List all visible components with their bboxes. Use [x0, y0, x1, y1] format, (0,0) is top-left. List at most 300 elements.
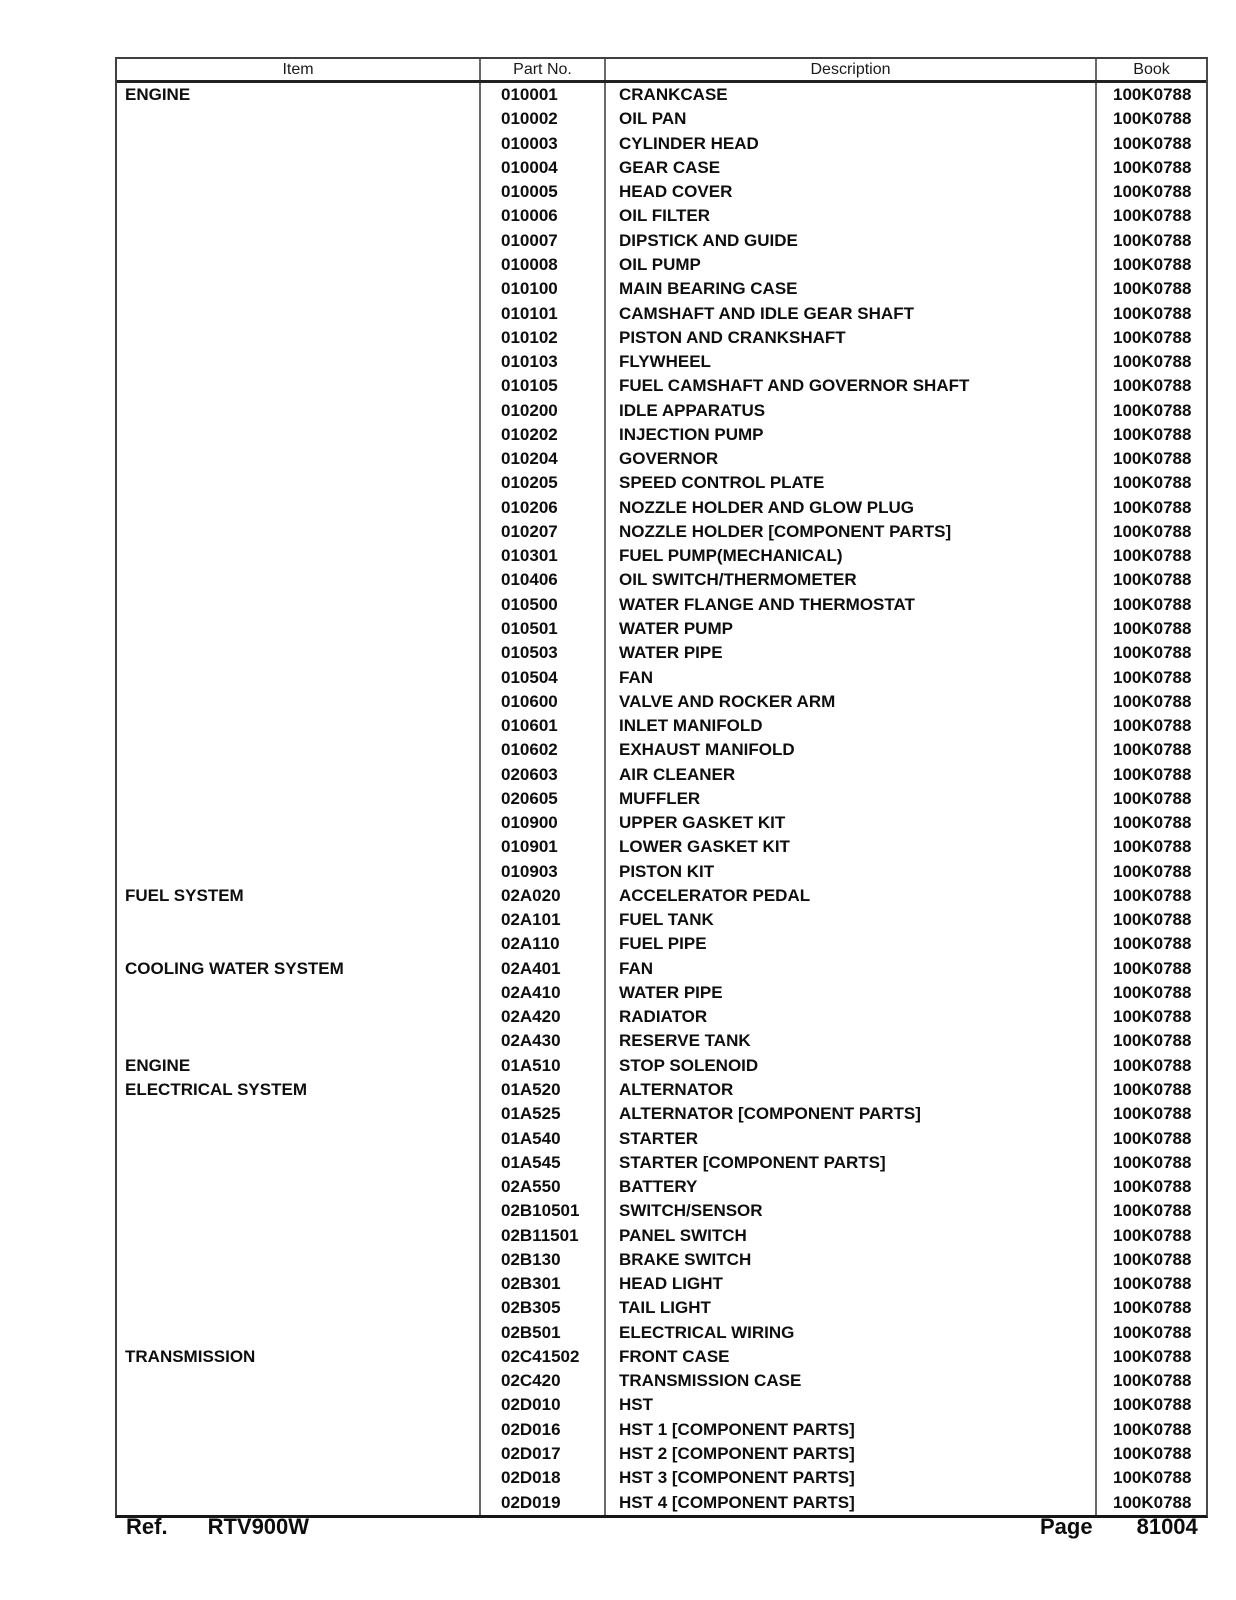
column-header-part-no: Part No. — [481, 59, 606, 80]
item-cell — [117, 326, 481, 350]
part-no-cell: 010005 — [481, 180, 606, 204]
book-cell: 100K0788 — [1113, 643, 1192, 663]
book-cell: 100K0788 — [1113, 788, 1192, 808]
item-cell — [117, 447, 481, 471]
description-cell: OIL SWITCH/THERMOMETER — [606, 568, 1097, 592]
description-cell: FUEL PUMP(MECHANICAL) — [606, 544, 1097, 568]
ref-label: Ref. — [126, 1514, 168, 1539]
part-no-cell: 02A020 — [481, 884, 606, 908]
ref-value: RTV900W — [207, 1514, 310, 1539]
part-no-cell: 02B501 — [481, 1321, 606, 1345]
book-cell: 100K0788 — [1113, 157, 1192, 177]
table-row — [117, 253, 1206, 277]
table-row — [117, 423, 1206, 447]
part-no-cell: 020603 — [481, 762, 606, 786]
table-row — [117, 1175, 1206, 1199]
description-cell: OIL FILTER — [606, 204, 1097, 228]
part-no-cell: 010602 — [481, 738, 606, 762]
part-no-cell: 010600 — [481, 690, 606, 714]
table-row — [117, 132, 1206, 156]
item-cell — [117, 690, 481, 714]
book-cell: 100K0788 — [1113, 1031, 1192, 1051]
table-row — [117, 641, 1206, 665]
description-cell: FUEL PIPE — [606, 932, 1097, 956]
table-row — [117, 204, 1206, 228]
part-no-cell: 01A545 — [481, 1151, 606, 1175]
item-cell — [117, 1126, 481, 1150]
book-cell: 100K0788 — [1113, 546, 1192, 566]
table-row — [117, 1466, 1206, 1490]
description-cell: HST — [606, 1393, 1097, 1417]
item-cell — [117, 908, 481, 932]
table-row — [117, 1102, 1206, 1126]
book-cell: 100K0788 — [1113, 1468, 1192, 1488]
table-row — [117, 350, 1206, 374]
book-cell: 100K0788 — [1113, 667, 1192, 687]
description-cell: GEAR CASE — [606, 156, 1097, 180]
part-no-cell: 020605 — [481, 787, 606, 811]
book-cell: 100K0788 — [1113, 376, 1192, 396]
item-cell — [117, 1151, 481, 1175]
book-cell: 100K0788 — [1113, 982, 1192, 1002]
book-cell: 100K0788 — [1113, 279, 1192, 299]
item-cell — [117, 1005, 481, 1029]
table-row — [117, 1054, 1206, 1078]
part-no-cell: 010301 — [481, 544, 606, 568]
description-cell: PISTON KIT — [606, 860, 1097, 884]
part-no-cell: 02A420 — [481, 1005, 606, 1029]
item-cell — [117, 496, 481, 520]
book-cell: 100K0788 — [1113, 109, 1192, 129]
table-row — [117, 835, 1206, 859]
description-cell: BATTERY — [606, 1175, 1097, 1199]
item-cell — [117, 374, 481, 398]
item-cell — [117, 423, 481, 447]
description-cell: NOZZLE HOLDER AND GLOW PLUG — [606, 496, 1097, 520]
description-cell: SPEED CONTROL PLATE — [606, 471, 1097, 495]
book-cell: 100K0788 — [1113, 521, 1192, 541]
table-row — [117, 471, 1206, 495]
item-cell — [117, 253, 481, 277]
item-cell — [117, 617, 481, 641]
table-row — [117, 1223, 1206, 1247]
item-cell — [117, 593, 481, 617]
book-cell: 100K0788 — [1113, 1492, 1192, 1512]
item-cell: FUEL SYSTEM — [117, 884, 481, 908]
part-no-cell: 010008 — [481, 253, 606, 277]
description-cell: INJECTION PUMP — [606, 423, 1097, 447]
item-cell — [117, 1393, 481, 1417]
footer-page — [1040, 1514, 1198, 1540]
book-cell: 100K0788 — [1113, 1177, 1192, 1197]
book-cell: 100K0788 — [1113, 740, 1192, 760]
description-cell: ALTERNATOR — [606, 1078, 1097, 1102]
table-row — [117, 374, 1206, 398]
item-cell: ELECTRICAL SYSTEM — [117, 1078, 481, 1102]
part-no-cell: 01A520 — [481, 1078, 606, 1102]
book-cell: 100K0788 — [1113, 813, 1192, 833]
table-row — [117, 447, 1206, 471]
table-row — [117, 326, 1206, 350]
part-no-cell: 02A101 — [481, 908, 606, 932]
table-row — [117, 496, 1206, 520]
book-cell: 100K0788 — [1113, 230, 1192, 250]
book-cell: 100K0788 — [1113, 327, 1192, 347]
item-cell — [117, 1321, 481, 1345]
table-row — [117, 229, 1206, 253]
description-cell: HST 4 [COMPONENT PARTS] — [606, 1490, 1097, 1514]
item-cell — [117, 544, 481, 568]
description-cell: HEAD COVER — [606, 180, 1097, 204]
item-cell — [117, 350, 481, 374]
part-no-cell: 010501 — [481, 617, 606, 641]
book-cell: 100K0788 — [1113, 1444, 1192, 1463]
part-no-cell: 02A430 — [481, 1029, 606, 1053]
table-row — [117, 787, 1206, 811]
column-header-book: Book — [1133, 60, 1170, 78]
table-row — [117, 665, 1206, 689]
table-row — [117, 520, 1206, 544]
part-no-cell: 010406 — [481, 568, 606, 592]
description-cell: HST 3 [COMPONENT PARTS] — [606, 1466, 1097, 1490]
part-no-cell: 010900 — [481, 811, 606, 835]
book-cell: 100K0788 — [1113, 206, 1192, 226]
item-cell — [117, 1175, 481, 1199]
description-cell: STARTER — [606, 1126, 1097, 1150]
book-cell: 100K0788 — [1113, 594, 1192, 614]
part-no-cell: 010003 — [481, 132, 606, 156]
table-row — [117, 1442, 1206, 1466]
item-cell — [117, 180, 481, 204]
item-cell — [117, 471, 481, 495]
item-cell — [117, 107, 481, 131]
item-cell — [117, 835, 481, 859]
item-cell — [117, 932, 481, 956]
part-no-cell: 02B305 — [481, 1296, 606, 1320]
description-cell: CRANKCASE — [606, 83, 1097, 107]
part-no-cell: 010100 — [481, 277, 606, 301]
description-cell: PANEL SWITCH — [606, 1223, 1097, 1247]
item-cell — [117, 398, 481, 422]
item-cell — [117, 811, 481, 835]
table-row — [117, 884, 1206, 908]
description-cell: TRANSMISSION CASE — [606, 1369, 1097, 1393]
description-cell: HEAD LIGHT — [606, 1272, 1097, 1296]
book-cell: 100K0788 — [1113, 764, 1192, 784]
item-cell — [117, 1223, 481, 1247]
description-cell: WATER PUMP — [606, 617, 1097, 641]
part-no-cell: 02D016 — [481, 1418, 606, 1442]
part-no-cell: 010002 — [481, 107, 606, 131]
description-cell: GOVERNOR — [606, 447, 1097, 471]
book-cell: 100K0788 — [1113, 352, 1192, 372]
description-cell: FUEL TANK — [606, 908, 1097, 932]
table-row — [117, 738, 1206, 762]
book-cell: 100K0788 — [1113, 497, 1192, 517]
description-cell: MAIN BEARING CASE — [606, 277, 1097, 301]
book-cell: 100K0788 — [1113, 1371, 1192, 1391]
table-row — [117, 156, 1206, 180]
table-row — [117, 277, 1206, 301]
book-cell: 100K0788 — [1113, 1104, 1192, 1124]
description-cell: ELECTRICAL WIRING — [606, 1321, 1097, 1345]
table-row — [117, 107, 1206, 131]
description-cell: STARTER [COMPONENT PARTS] — [606, 1151, 1097, 1175]
part-no-cell: 02D019 — [481, 1490, 606, 1514]
table-row — [117, 180, 1206, 204]
table-row — [117, 1248, 1206, 1272]
table-row — [117, 1029, 1206, 1053]
item-cell: COOLING WATER SYSTEM — [117, 957, 481, 981]
table-header-row — [117, 59, 1206, 83]
item-cell: ENGINE — [117, 83, 481, 107]
table-row — [117, 957, 1206, 981]
page-label: Page — [1040, 1514, 1093, 1539]
part-no-cell: 02A410 — [481, 981, 606, 1005]
part-no-cell: 010105 — [481, 374, 606, 398]
part-no-cell: 010206 — [481, 496, 606, 520]
book-cell: 100K0788 — [1113, 85, 1192, 105]
part-no-cell: 02C420 — [481, 1369, 606, 1393]
part-no-cell: 010102 — [481, 326, 606, 350]
description-cell: OIL PUMP — [606, 253, 1097, 277]
part-no-cell: 02B11501 — [481, 1223, 606, 1247]
table-row — [117, 1199, 1206, 1223]
description-cell: FRONT CASE — [606, 1345, 1097, 1369]
table-row — [117, 762, 1206, 786]
table-row — [117, 1393, 1206, 1417]
parts-table — [115, 57, 1208, 1518]
book-cell: 100K0788 — [1113, 303, 1192, 323]
description-cell: FAN — [606, 665, 1097, 689]
book-cell: 100K0788 — [1113, 861, 1192, 881]
item-cell — [117, 132, 481, 156]
part-no-cell: 010200 — [481, 398, 606, 422]
item-cell — [117, 301, 481, 325]
item-cell — [117, 1248, 481, 1272]
part-no-cell: 010004 — [481, 156, 606, 180]
book-cell: 100K0788 — [1113, 1201, 1192, 1221]
description-cell: TAIL LIGHT — [606, 1296, 1097, 1320]
description-cell: STOP SOLENOID — [606, 1054, 1097, 1078]
item-cell — [117, 981, 481, 1005]
table-row — [117, 1418, 1206, 1442]
item-cell — [117, 204, 481, 228]
table-row — [117, 1126, 1206, 1150]
book-cell: 100K0788 — [1113, 133, 1192, 153]
item-cell — [117, 860, 481, 884]
table-row — [117, 1272, 1206, 1296]
item-cell — [117, 762, 481, 786]
table-row — [117, 544, 1206, 568]
item-cell — [117, 787, 481, 811]
item-cell — [117, 1442, 481, 1466]
book-cell: 100K0788 — [1113, 449, 1192, 469]
part-no-cell: 010901 — [481, 835, 606, 859]
part-no-cell: 010903 — [481, 860, 606, 884]
description-cell: CYLINDER HEAD — [606, 132, 1097, 156]
item-cell — [117, 1418, 481, 1442]
item-cell: TRANSMISSION — [117, 1345, 481, 1369]
book-cell: 100K0788 — [1113, 1274, 1192, 1294]
description-cell: FLYWHEEL — [606, 350, 1097, 374]
description-cell: WATER FLANGE AND THERMOSTAT — [606, 593, 1097, 617]
book-cell: 100K0788 — [1113, 1128, 1192, 1148]
table-row — [117, 714, 1206, 738]
table-row — [117, 83, 1206, 107]
table-row — [117, 593, 1206, 617]
book-cell: 100K0788 — [1113, 570, 1192, 590]
book-cell: 100K0788 — [1113, 254, 1192, 274]
book-cell: 100K0788 — [1113, 424, 1192, 444]
description-cell: FUEL CAMSHAFT AND GOVERNOR SHAFT — [606, 374, 1097, 398]
book-cell: 100K0788 — [1113, 716, 1192, 736]
part-no-cell: 010001 — [481, 83, 606, 107]
book-cell: 100K0788 — [1113, 1298, 1192, 1318]
book-cell: 100K0788 — [1113, 934, 1192, 954]
description-cell: HST 2 [COMPONENT PARTS] — [606, 1442, 1097, 1466]
description-cell: INLET MANIFOLD — [606, 714, 1097, 738]
description-cell: NOZZLE HOLDER [COMPONENT PARTS] — [606, 520, 1097, 544]
description-cell: UPPER GASKET KIT — [606, 811, 1097, 835]
part-no-cell: 010006 — [481, 204, 606, 228]
item-cell — [117, 1296, 481, 1320]
description-cell: AIR CLEANER — [606, 762, 1097, 786]
part-no-cell: 010504 — [481, 665, 606, 689]
part-no-cell: 02A401 — [481, 957, 606, 981]
table-row — [117, 1345, 1206, 1369]
part-no-cell: 02B301 — [481, 1272, 606, 1296]
column-header-description: Description — [606, 59, 1097, 80]
description-cell: PISTON AND CRANKSHAFT — [606, 326, 1097, 350]
column-header-item: Item — [117, 59, 481, 80]
description-cell: SWITCH/SENSOR — [606, 1199, 1097, 1223]
part-no-cell: 01A525 — [481, 1102, 606, 1126]
table-row — [117, 1078, 1206, 1102]
book-cell: 100K0788 — [1113, 473, 1192, 493]
item-cell — [117, 229, 481, 253]
item-cell — [117, 568, 481, 592]
part-no-cell: 02D017 — [481, 1442, 606, 1466]
book-cell: 100K0788 — [1113, 1055, 1192, 1075]
book-cell: 100K0788 — [1113, 958, 1192, 978]
book-cell: 100K0788 — [1113, 1249, 1192, 1269]
table-row — [117, 932, 1206, 956]
book-cell: 100K0788 — [1113, 1419, 1192, 1439]
part-no-cell: 010202 — [481, 423, 606, 447]
description-cell: EXHAUST MANIFOLD — [606, 738, 1097, 762]
book-cell: 100K0788 — [1113, 1007, 1192, 1027]
table-row — [117, 908, 1206, 932]
description-cell: DIPSTICK AND GUIDE — [606, 229, 1097, 253]
part-no-cell: 01A540 — [481, 1126, 606, 1150]
part-no-cell: 010205 — [481, 471, 606, 495]
part-no-cell: 010007 — [481, 229, 606, 253]
part-no-cell: 010101 — [481, 301, 606, 325]
table-row — [117, 568, 1206, 592]
book-cell: 100K0788 — [1113, 1322, 1192, 1342]
book-cell: 100K0788 — [1113, 182, 1192, 202]
book-cell: 100K0788 — [1113, 1152, 1192, 1172]
table-row — [117, 1005, 1206, 1029]
book-cell: 100K0788 — [1113, 1225, 1192, 1245]
description-cell: RESERVE TANK — [606, 1029, 1097, 1053]
part-no-cell: 02A110 — [481, 932, 606, 956]
footer-reference — [126, 1514, 309, 1540]
description-cell: BRAKE SWITCH — [606, 1248, 1097, 1272]
book-cell: 100K0788 — [1113, 885, 1192, 905]
description-cell: CAMSHAFT AND IDLE GEAR SHAFT — [606, 301, 1097, 325]
table-row — [117, 1296, 1206, 1320]
book-cell: 100K0788 — [1113, 1395, 1192, 1415]
description-cell: FAN — [606, 957, 1097, 981]
description-cell: MUFFLER — [606, 787, 1097, 811]
item-cell — [117, 641, 481, 665]
description-cell: LOWER GASKET KIT — [606, 835, 1097, 859]
item-cell — [117, 1199, 481, 1223]
item-cell — [117, 1272, 481, 1296]
item-cell — [117, 1466, 481, 1490]
part-no-cell: 010601 — [481, 714, 606, 738]
part-no-cell: 02A550 — [481, 1175, 606, 1199]
part-no-cell: 02D018 — [481, 1466, 606, 1490]
item-cell — [117, 665, 481, 689]
table-row — [117, 690, 1206, 714]
description-cell: RADIATOR — [606, 1005, 1097, 1029]
table-row — [117, 617, 1206, 641]
item-cell — [117, 738, 481, 762]
description-cell: ACCELERATOR PEDAL — [606, 884, 1097, 908]
page-number: 81004 — [1136, 1514, 1198, 1539]
item-cell — [117, 1029, 481, 1053]
description-cell: ALTERNATOR [COMPONENT PARTS] — [606, 1102, 1097, 1126]
part-no-cell: 02B10501 — [481, 1199, 606, 1223]
table-row — [117, 1321, 1206, 1345]
item-cell — [117, 1102, 481, 1126]
description-cell: HST 1 [COMPONENT PARTS] — [606, 1418, 1097, 1442]
table-row — [117, 398, 1206, 422]
part-no-cell: 01A510 — [481, 1054, 606, 1078]
table-row — [117, 301, 1206, 325]
book-cell: 100K0788 — [1113, 837, 1192, 857]
part-no-cell: 010503 — [481, 641, 606, 665]
book-cell: 100K0788 — [1113, 691, 1192, 711]
table-row — [117, 860, 1206, 884]
item-cell: ENGINE — [117, 1054, 481, 1078]
part-no-cell: 010103 — [481, 350, 606, 374]
part-no-cell: 02D010 — [481, 1393, 606, 1417]
book-cell: 100K0788 — [1113, 1346, 1192, 1366]
table-row — [117, 1151, 1206, 1175]
book-cell: 100K0788 — [1113, 910, 1192, 930]
part-no-cell: 02B130 — [481, 1248, 606, 1272]
description-cell: VALVE AND ROCKER ARM — [606, 690, 1097, 714]
item-cell — [117, 277, 481, 301]
table-row — [117, 1490, 1206, 1514]
item-cell — [117, 520, 481, 544]
item-cell — [117, 156, 481, 180]
book-cell: 100K0788 — [1113, 618, 1192, 638]
part-no-cell: 02C41502 — [481, 1345, 606, 1369]
description-cell: WATER PIPE — [606, 981, 1097, 1005]
item-cell — [117, 1369, 481, 1393]
item-cell — [117, 714, 481, 738]
description-cell: OIL PAN — [606, 107, 1097, 131]
part-no-cell: 010207 — [481, 520, 606, 544]
description-cell: WATER PIPE — [606, 641, 1097, 665]
table-row — [117, 811, 1206, 835]
part-no-cell: 010500 — [481, 593, 606, 617]
